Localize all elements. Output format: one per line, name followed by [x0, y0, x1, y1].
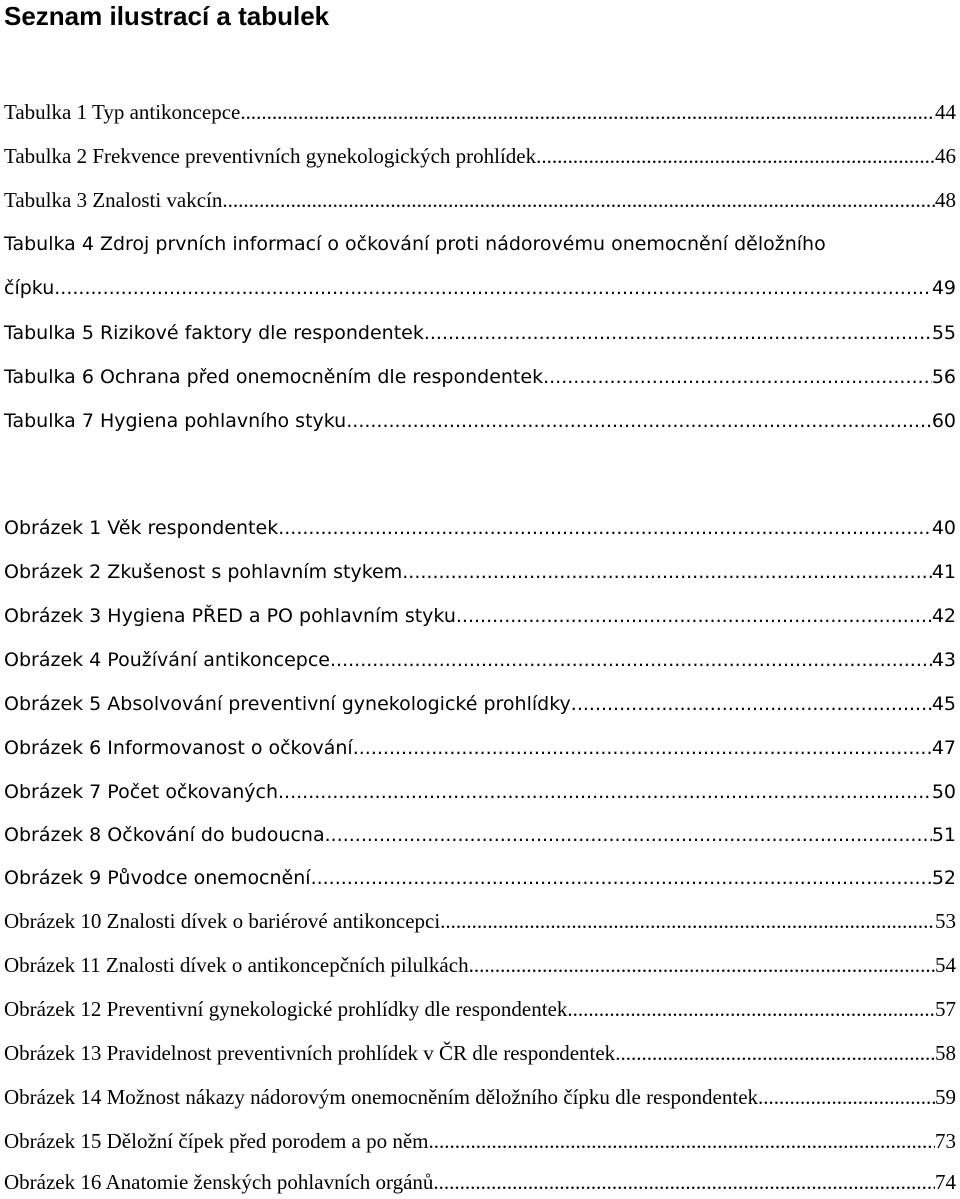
toc-entry-table-4[interactable]: [4, 273, 956, 303]
toc-entry-figure-15[interactable]: [4, 1126, 956, 1156]
leader-dots: [311, 863, 932, 893]
toc-entry-label: Obrázek 13 Pravidelnost preventivních prohlídek v ČR dle respondentek: [4, 1041, 616, 1065]
toc-entry-label: Obrázek 5 Absolvování preventivní gynekologické prohlídky: [4, 693, 571, 715]
leader-dots: [758, 1082, 935, 1112]
toc-entry-label: Tabulka 2 Frekvence preventivních gynekologických prohlídek: [4, 144, 537, 168]
toc-entry-label: Tabulka 6 Ochrana před onemocněním dle respondentek: [4, 366, 544, 388]
leader-dots: [424, 318, 932, 348]
leader-dots: [240, 97, 935, 127]
toc-entry-label: Obrázek 12 Preventivní gynekologické prohlídky dle respondentek: [4, 997, 568, 1021]
toc-entry-figure-12[interactable]: [4, 994, 956, 1024]
leader-dots: [440, 906, 935, 936]
toc-entry-label: Obrázek 8 Očkování do budoucna: [4, 824, 325, 846]
toc-entry-label: Obrázek 10 Znalosti dívek o bariérové antikoncepci: [4, 909, 441, 933]
toc-entry-figure-8[interactable]: [4, 820, 956, 850]
toc-entry-label: Tabulka 3 Znalosti vakcín: [4, 188, 223, 212]
toc-entry-label: Obrázek 2 Zkušenost s pohlavním stykem: [4, 561, 403, 583]
toc-entry-label: Obrázek 4 Používání antikoncepce: [4, 649, 330, 671]
toc-entry-page: 59: [935, 1085, 956, 1109]
leader-dots: [222, 185, 935, 215]
toc-entry-page: 47: [931, 737, 956, 759]
toc-entry-page: 46: [935, 144, 956, 168]
toc-entry-label: Obrázek 15 Děložní čípek před porodem a po něm: [4, 1129, 429, 1153]
toc-entry-label: Obrázek 11 Znalosti dívek o antikoncepčních pilulkách: [4, 953, 469, 977]
toc-entry-label: Tabulka 1 Typ antikoncepce: [4, 100, 241, 124]
toc-entry-page: 42: [931, 605, 956, 627]
leader-dots: [330, 645, 932, 675]
toc-entry-page: 54: [935, 953, 956, 977]
leader-dots: [325, 820, 932, 850]
toc-entry-figure-5[interactable]: [4, 689, 956, 719]
toc-entry-label: Obrázek 14 Možnost nákazy nádorovým onemocněním děložního čípku dle respondentek: [4, 1085, 759, 1109]
toc-entry-page: 57: [935, 997, 956, 1021]
toc-entry-table-4-line1[interactable]: [4, 229, 956, 259]
toc-entry-label: Obrázek 1 Věk respondentek: [4, 517, 279, 539]
toc-entry-figure-9[interactable]: [4, 863, 956, 893]
toc-entry-page: 55: [931, 322, 956, 344]
toc-entry-figure-4[interactable]: [4, 645, 956, 675]
toc-entry-page: 56: [931, 366, 956, 388]
toc-entry-page: 48: [935, 188, 956, 212]
toc-entry-figure-7[interactable]: [4, 777, 956, 807]
toc-entry-page: 44: [935, 100, 956, 124]
toc-entry-page: 73: [935, 1129, 956, 1153]
toc-entry-table-2[interactable]: [4, 141, 956, 171]
toc-entry-figure-16[interactable]: [4, 1167, 956, 1197]
toc-entry-label: Obrázek 6 Informovanost o očkování: [4, 737, 353, 759]
toc-entry-label: Tabulka 7 Hygiena pohlavního styku: [4, 410, 347, 432]
leader-dots: [346, 406, 932, 436]
leader-dots: [469, 950, 935, 980]
toc-entry-figure-14[interactable]: [4, 1082, 956, 1112]
toc-entry-label: Tabulka 4 Zdroj prvních informací o očkování proti nádorovému onemocnění děložního: [4, 233, 826, 255]
leader-dots: [402, 557, 932, 587]
leader-dots: [571, 689, 932, 719]
toc-entry-page: 40: [931, 517, 956, 539]
toc-entry-page: 74: [935, 1170, 956, 1194]
toc-entry-table-1[interactable]: [4, 97, 956, 127]
toc-entry-figure-1[interactable]: [4, 513, 956, 543]
toc-entry-page: 53: [935, 909, 956, 933]
toc-entry-figure-11[interactable]: [4, 950, 956, 980]
toc-entry-label: Tabulka 5 Rizikové faktory dle respondentek: [4, 322, 424, 344]
leader-dots: [278, 777, 932, 807]
toc-entry-table-6[interactable]: [4, 362, 956, 392]
toc-entry-page: 51: [931, 824, 956, 846]
leader-dots: [54, 273, 932, 303]
toc-entry-label: Obrázek 3 Hygiena PŘED a PO pohlavním styku: [4, 605, 456, 627]
toc-entry-page: 45: [931, 693, 956, 715]
toc-entry-table-7[interactable]: [4, 406, 956, 436]
toc-entry-page: 43: [931, 649, 956, 671]
toc-entry-label: Obrázek 7 Počet očkovaných: [4, 781, 279, 803]
leader-dots: [536, 141, 935, 171]
leader-dots: [456, 601, 932, 631]
toc-entry-table-3[interactable]: [4, 185, 956, 215]
toc-entry-page: 50: [931, 781, 956, 803]
toc-entry-label: Obrázek 9 Původce onemocnění: [4, 867, 311, 889]
leader-dots: [543, 362, 932, 392]
toc-entry-page: 49: [931, 277, 956, 299]
toc-entry-figure-10[interactable]: [4, 906, 956, 936]
toc-entry-label: Obrázek 16 Anatomie ženských pohlavních orgánů: [4, 1170, 434, 1194]
toc-entry-page: 52: [931, 867, 956, 889]
page-title: Seznam ilustrací a tabulek: [4, 1, 330, 31]
toc-entry-table-5[interactable]: [4, 318, 956, 348]
toc-entry-figure-13[interactable]: [4, 1038, 956, 1068]
toc-entry-figure-2[interactable]: [4, 557, 956, 587]
toc-entry-label: čípku: [4, 277, 55, 299]
leader-dots: [433, 1167, 935, 1197]
leader-dots: [429, 1126, 935, 1156]
toc-entry-figure-6[interactable]: [4, 733, 956, 763]
leader-dots: [278, 513, 932, 543]
toc-entry-page: 58: [935, 1041, 956, 1065]
leader-dots: [567, 994, 935, 1024]
toc-entry-page: 41: [931, 561, 956, 583]
toc-entry-figure-3[interactable]: [4, 601, 956, 631]
leader-dots: [353, 733, 932, 763]
leader-dots: [615, 1038, 935, 1068]
toc-entry-page: 60: [931, 410, 956, 432]
